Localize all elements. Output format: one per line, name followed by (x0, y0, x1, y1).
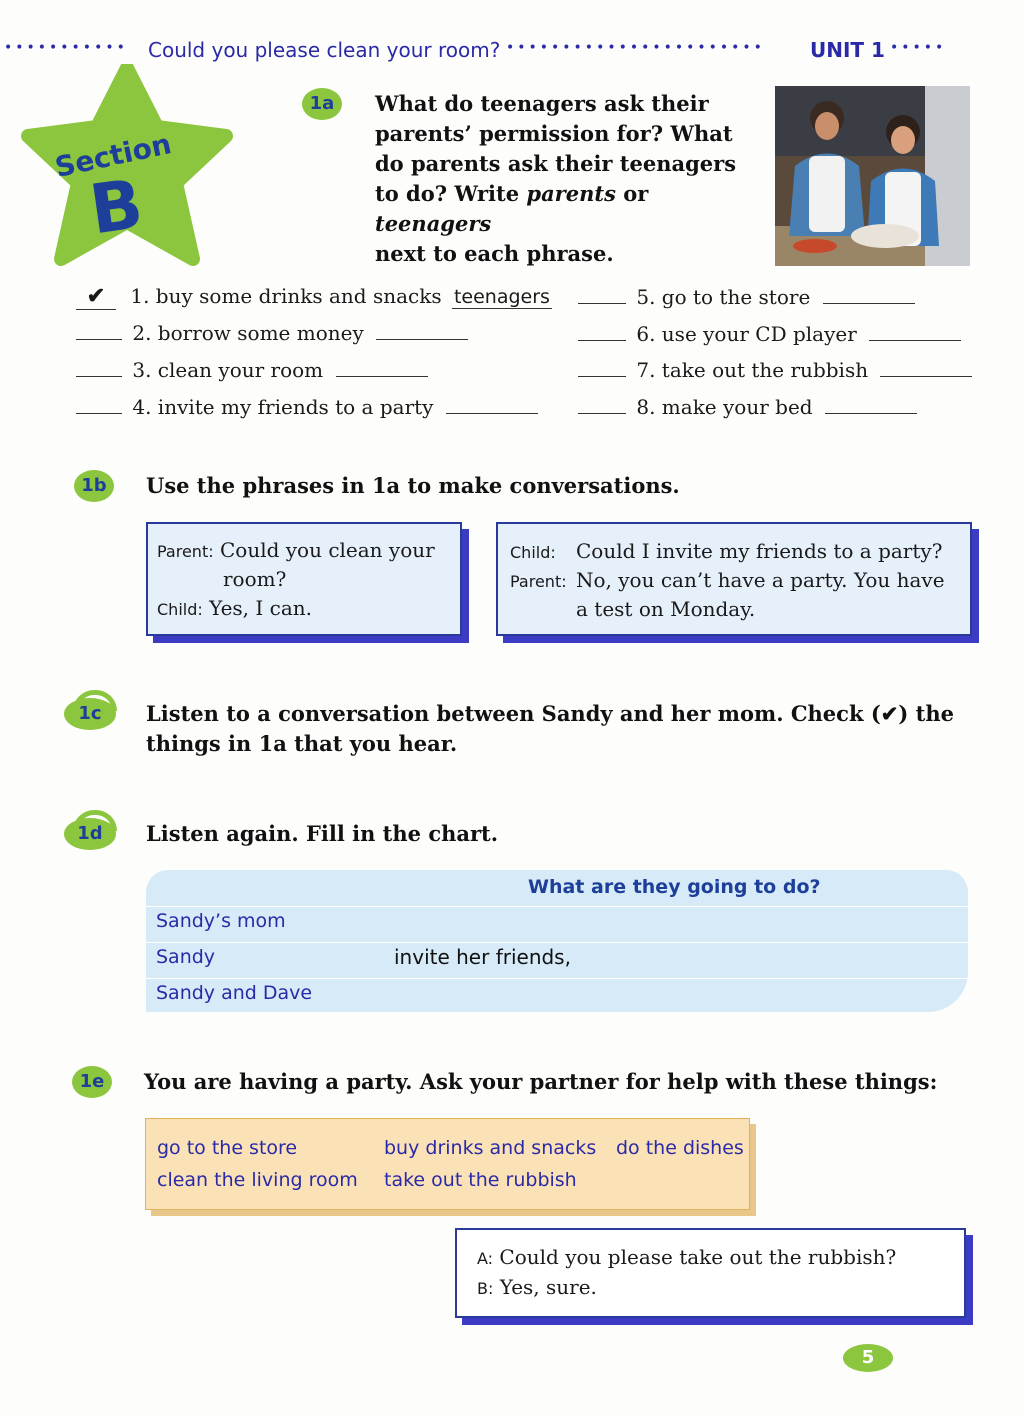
header-title: Could you please clean your room? (148, 38, 501, 62)
header-dots-left: ••••••••••• (4, 40, 128, 56)
header-dots-right: ••••• (890, 40, 947, 56)
list-item-1a-4: 4. invite my friends to a party (76, 394, 538, 420)
conversation-box-2: Child: Could I invite my friends to a party? Parent: No, you can’t have a party. You have a test on Monday. (496, 522, 972, 636)
section-b-star-badge (18, 64, 236, 269)
chart-header: What are they going to do? (528, 876, 821, 898)
answer-teenagers: teenagers (453, 286, 550, 308)
list-item-1a-6: 6. use your CD player (578, 321, 961, 347)
answer-blank[interactable] (869, 322, 961, 341)
answer-blank[interactable] (76, 358, 122, 377)
instruction-1e: You are having a party. Ask your partner for help with these things: (144, 1069, 938, 1094)
list-item-1a-7: 7. take out the rubbish (578, 357, 972, 383)
phrase-item: buy drinks and snacks (384, 1137, 597, 1159)
instruction-1d: Listen again. Fill in the chart. (146, 821, 499, 846)
chart-cell-value[interactable]: invite her friends, (394, 945, 571, 969)
section-letter: B (85, 165, 148, 251)
header-unit: UNIT 1 (810, 38, 885, 62)
badge-1b: 1b (74, 470, 114, 502)
fill-in-chart (146, 870, 968, 1012)
instruction-1b: Use the phrases in 1a to make conversations. (146, 473, 680, 498)
list-item-1a-2: 2. borrow some money (76, 320, 468, 346)
answer-blank[interactable] (578, 395, 626, 414)
answer-blank[interactable] (578, 285, 626, 304)
instruction-1a: What do teenagers ask their parents’ permission for? What do parents ask their teenagers to do? Write parents or teenagers next to each phrase. (375, 91, 737, 266)
answer-blank[interactable] (76, 321, 122, 340)
phrase-item: clean the living room (157, 1169, 358, 1191)
phrase-item: do the dishes (616, 1137, 744, 1159)
chart-row-label: Sandy and Dave (156, 982, 313, 1004)
chart-row-label: Sandy’s mom (156, 910, 286, 932)
answer-blank[interactable] (336, 358, 428, 377)
list-item-1a-8: 8. make your bed (578, 394, 917, 420)
kitchen-photo (775, 86, 970, 266)
answer-blank[interactable] (823, 285, 915, 304)
answer-blank[interactable] (76, 395, 122, 414)
check-mark-icon: ✔ (880, 701, 899, 726)
answer-blank[interactable] (578, 358, 626, 377)
phrase-box (145, 1118, 750, 1210)
answer-blank[interactable] (825, 395, 917, 414)
page-number: 5 (843, 1344, 893, 1372)
answer-blank[interactable] (446, 395, 538, 414)
answer-blank[interactable] (880, 358, 972, 377)
list-item-1a-1: ✔ 1. buy some drinks and snacks teenagers (76, 283, 552, 310)
instruction-1c: Listen to a conversation between Sandy and her mom. Check (✔) the things in 1a that you hear. (146, 701, 954, 756)
phrase-item: go to the store (157, 1137, 298, 1159)
answer-blank[interactable] (578, 322, 626, 341)
chart-row-label: Sandy (156, 946, 216, 968)
header-dots-middle: ••••••••••••••••••••••• (506, 40, 765, 56)
badge-1c: 1c (64, 698, 116, 730)
dialog-box: A: Could you please take out the rubbish? B: Yes, sure. (455, 1228, 966, 1318)
list-item-1a-5: 5. go to the store (578, 284, 915, 310)
section-word: Section (52, 127, 175, 184)
list-item-1a-3: 3. clean your room (76, 357, 428, 383)
phrase-item: take out the rubbish (384, 1169, 577, 1191)
check-mark-icon: ✔ (76, 283, 116, 310)
conversation-box-1: Parent: Could you clean your room? Child: Yes, I can. (146, 522, 462, 636)
badge-1e: 1e (72, 1066, 112, 1098)
answer-blank[interactable] (376, 321, 468, 340)
badge-1a: 1a (302, 88, 342, 120)
badge-1d: 1d (64, 818, 116, 850)
